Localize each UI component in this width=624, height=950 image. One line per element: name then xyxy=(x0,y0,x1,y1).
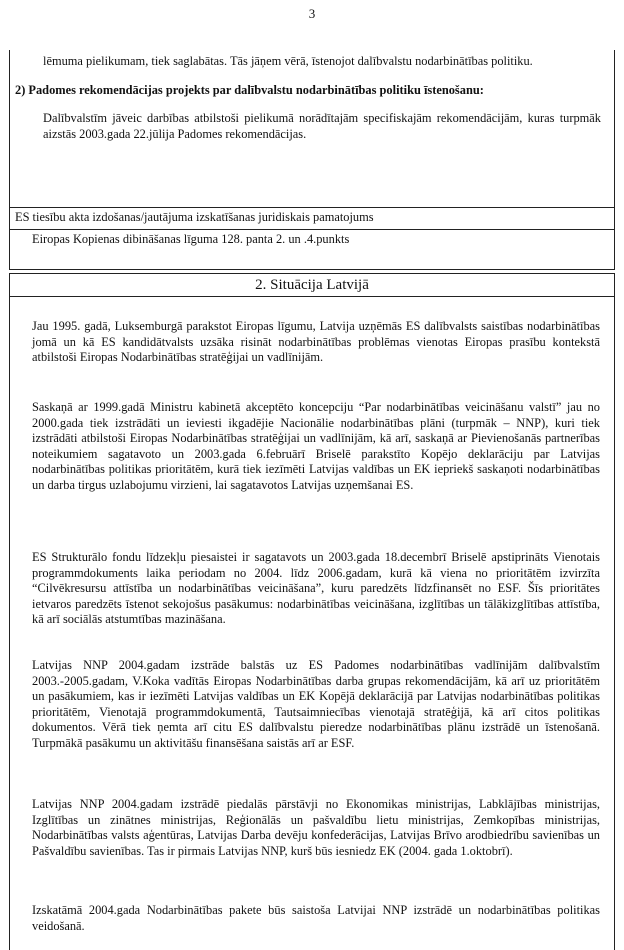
paragraph-5: Latvijas NNP 2004.gadam izstrādē piedalās pārstāvji no Ekonomikas ministrijas, Labklājības ministrijas, Izglītības un zinātnes ministrijas, Reģionālās un pašvaldību lietu ministrijas, Zemkopības ministrijas, Nodarbinātības valsts aģentūras, Latvijas Darba devēju konfederācijas, Latvijas Brīvo arodbiedrību savienības un Pašvaldību savienības. Tas ir pirmais Latvijas NNP, kurš būs iesniedz EK (2004. gada 1.oktobrī). xyxy=(32,797,600,858)
legal-basis-value-row xyxy=(9,229,615,270)
section-title-row xyxy=(9,273,615,297)
section-title: 2. Situācija Latvijā xyxy=(255,277,369,293)
recommendation-body: Dalībvalstīm jāveic darbības atbilstoši pielikumā norādītajām specifiskajām rekomendācijām, kuras turpmāk aizstās 2003.gada 22.jūlija Padomes rekomendācijas. xyxy=(43,111,601,141)
paragraph-4: Latvijas NNP 2004.gadam izstrāde balstās uz ES Padomes nodarbinātības vadlīnijām dalībvalstīm 2003.-2005.gadam, V.Koka vadītās Eiropas Nodarbinātības darba grupas rekomendācijām, kā arī uz prioritātēm un pasākumiem, kas ir iezīmēti Latvijas valdības un EK Kopējā deklarācijā par Latvijas nodarbinātības politikas prioritātēm, Vienotajā programmdokumentā, Tautsaimniecības vienotajā stratēģijā, kā arī citos politikas dokumentos. Vērā tiek ņemta arī citu ES dalībvalstu pieredze nodarbinātības plānu izstrādē un īstenošanā. Turpmākā pasākumu un aktivitāšu finansēšana saistās arī ar ESF. xyxy=(32,658,600,750)
legal-basis-value: Eiropas Kopienas dibināšanas līguma 128. panta 2. un .4.punkts xyxy=(32,232,350,246)
recommendation-heading: 2) Padomes rekomendācijas projekts par dalībvalstu nodarbinātības politiku īstenošanu: xyxy=(15,82,484,97)
page-number: 3 xyxy=(308,6,316,21)
paragraph-6: Izskatāmā 2004.gada Nodarbinātības pakete būs saistoša Latvijai NNP izstrādē un nodarbinātības politikas veidošanā. xyxy=(32,903,600,933)
paragraph-3: ES Strukturālo fondu līdzekļu piesaistei ir sagatavots un 2003.gada 18.decembrī Briselē apstiprināts Vienotais programmdokuments laika periodam no 2004. līdz 2006.gadam, kurā kā viena no prioritātēm izvirzīta “Cilvēkresursu attīstība un nodarbinātības veicināšana”, kuru paredzēts līdzfinansēt no ESF. Šīs prioritātes ietvaros paredzēts īstenot sekojošus pasākumus: nodarbinātības veicināšana, izglītības un tālākizglītības attīstība, kā arī sociālās atstumtības mazināšana. xyxy=(32,550,600,626)
recommendation-box xyxy=(9,50,615,208)
section-body-box xyxy=(9,297,615,950)
continuation-text: lēmuma pielikumam, tiek saglabātas. Tās jāņem vērā, īstenojot dalībvalstu nodarbinātības politiku. xyxy=(43,54,533,68)
legal-basis-label: ES tiesību akta izdošanas/jautājuma izskatīšanas juridiskais pamatojums xyxy=(15,210,374,224)
paragraph-1: Jau 1995. gadā, Luksemburgā parakstot Eiropas līgumu, Latvija uzņēmās ES dalībvalsts saistības nodarbinātības jomā un kā ES kandidātvalsts uzsāka risināt nodarbinātības problēmas vienotas Eiropas prasību kontekstā atbilstoši Eiropas Nodarbinātības stratēģijai un vadlīnijām. xyxy=(32,319,600,364)
legal-basis-label-row xyxy=(9,208,615,230)
paragraph-2: Saskaņā ar 1999.gadā Ministru kabinetā akceptēto koncepciju “Par nodarbinātības veicināšanu valstī” jau no 2000.gada tiek izstrādāti un ieviesti ikgadējie Nacionālie nodarbinātības plāni (turpmāk – NNP), kuri tiek izstrādāti atbilstoši Eiropas Nodarbinātības stratēģijai un vadlīnijām, kā arī, saskaņā ar Pievienošanās partnerības noteikumiem sagatavoto un 2003.gada 6.februārī Briselē parakstīto Kopējo deklarāciju par Latvijas nodarbinātības politikas prioritātēm, kurā tiek iezīmēti Latvijas valdības un EK iepriekš saskaņoti nodarbinātības un darba tirgus uzlabojumu virzieni, lai sagatavotos Latvijas uzņemšanai ES. xyxy=(32,400,600,492)
